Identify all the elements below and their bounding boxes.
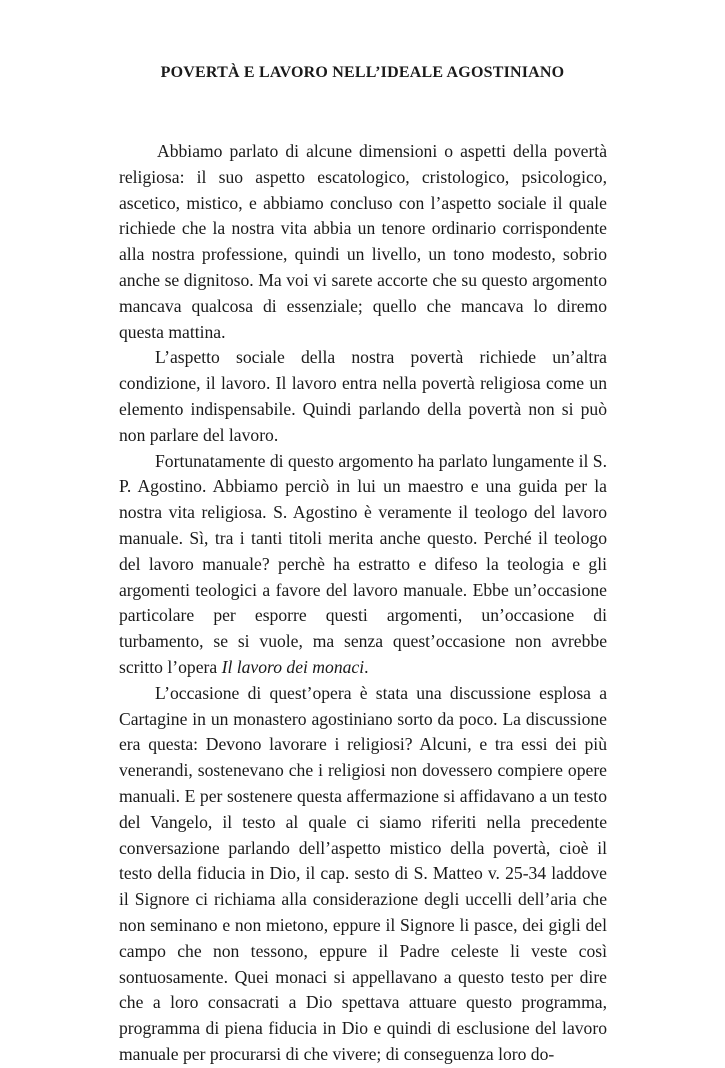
paragraph — [119, 449, 607, 681]
running-title: POVERTÀ E LAVORO NELL’IDEALE AGOSTINIANO — [160, 64, 565, 81]
paragraph: L’aspetto sociale della nostra povertà richiede un’altra condizione, il lavoro. Il lavoro entra nella povertà religiosa come un elemento indispensabile. Quindi parlando della povertà non si può non parlare del lavoro. — [119, 347, 607, 445]
paragraph: L’occasione di quest’opera è stata una discussione esplosa a Cartagine in un monastero agostiniano sorto da poco. La discussione era questa: Devono lavorare i religiosi? Alcuni, e tra essi dei più venerandi, sostenevano che i religiosi non dovessero compiere opere manuali. E per sostenere questa affermazione si affidavano a un testo del Vangelo, il testo al quale ci siamo riferiti nella precedente conversazione parlando dell’aspetto mistico della povertà, cioè il testo della fiducia in Dio, il cap. sesto di S. Matteo v. 25-34 laddove il Signore ci richiama alla considerazione degli uccelli dell’aria che non seminano e non mietono, eppure il Signore li pasce, dei gigli del campo che non tessono, eppure il Padre celeste li veste così sontuosamente. Quei monaci si appellavano a questo testo per dire che a loro consacrati a Dio spettava attuare questo programma, programma di piena fiducia in Dio e quindi di esclusione del lavoro manuale per procurarsi di che vivere; di conseguenza loro do- — [119, 682, 607, 1064]
paragraph-text-end: . — [364, 656, 369, 677]
paragraph: Abbiamo parlato di alcune dimensioni o aspetti della povertà religiosa: il suo aspetto escatologico, cristologico, psicologico, ascetico, mistico, e abbiamo concluso con l’aspetto sociale il quale richiede che la nostra vita abbia un tenore ordinario corrispondente alla nostra professione, quindi un livello, un tono modesto, sobrio anche se dignitoso. Ma voi vi sarete accorte che su questo argomento mancava qualcosa di essenziale; quello che mancava lo diremo questa mattina. — [119, 141, 607, 342]
book-title-italic: Il lavoro dei monaci — [221, 656, 365, 677]
paragraph-text: Fortunatamente di questo argomento ha parlato lungamente il S. P. Agostino. Abbiamo perciò in lui un maestro e una guida per la nostra vita religiosa. S. Agostino è veramente il teologo del lavoro manuale. Sì, tra i tanti titoli merita anche questo. Perché il teologo del lavoro manuale? perchè ha estratto e difeso la teologia e gli argomenti teologici a favore del lavoro manuale. Ebbe un’occasione particolare per esporre questi argomenti, un’occasione di turbamento, se si vuole, ma senza quest’occasione non avrebbe scritto l’opera — [119, 450, 607, 677]
body-text — [119, 139, 607, 1068]
